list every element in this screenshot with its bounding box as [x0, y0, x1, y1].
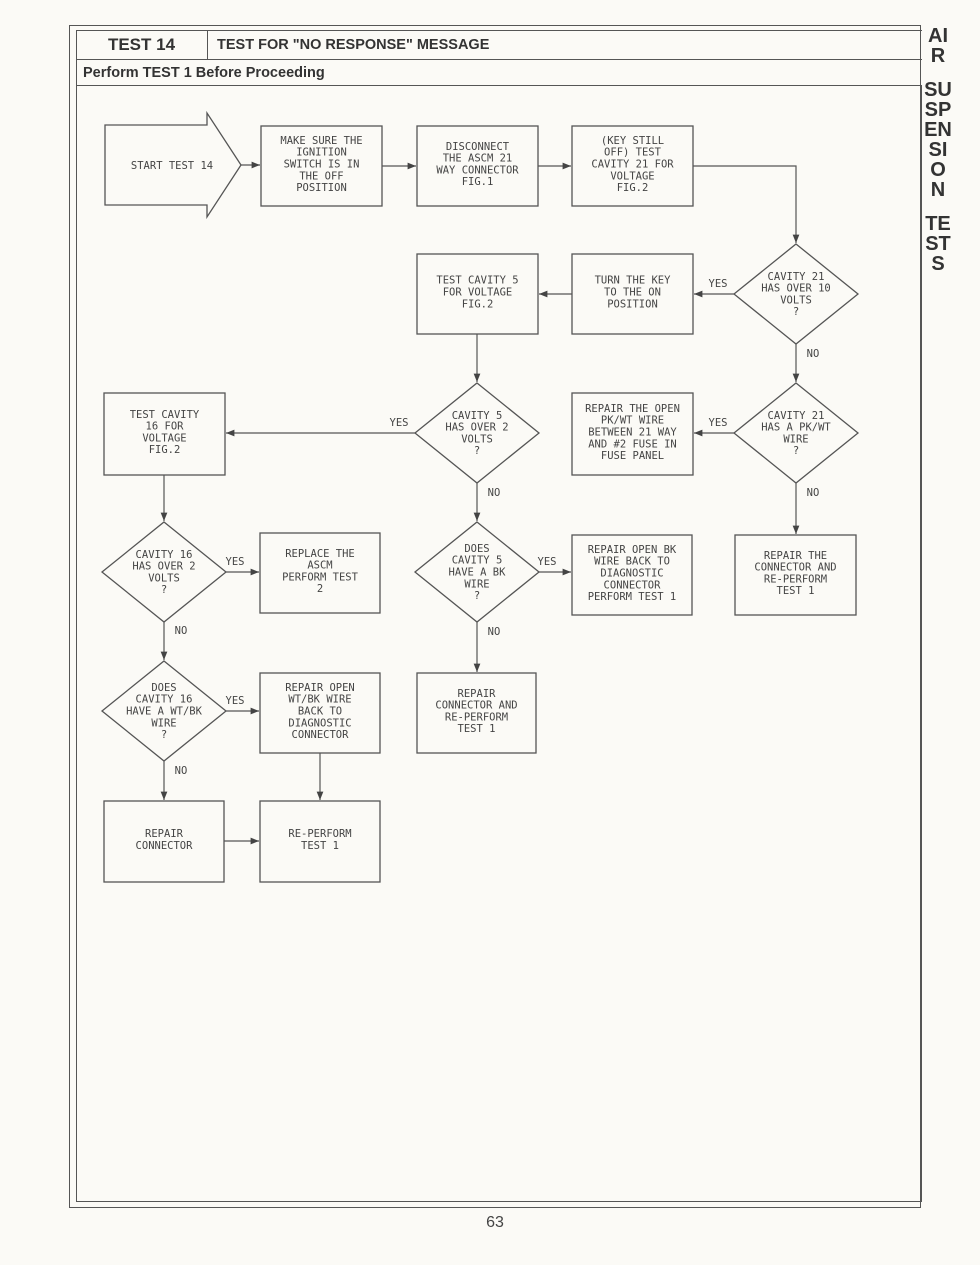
box-test-cav21-text: (KEY STILL OFF) TEST CAVITY 21 FOR VOLTAGE FIG.2: [591, 134, 674, 195]
decision-cav21-over10: [734, 244, 858, 344]
page-number: 63: [486, 1214, 504, 1231]
box-reperform-test1: [260, 801, 380, 882]
label-cav21-over10-no: NO: [806, 348, 820, 360]
label-cav16-wtbk-no: NO: [174, 765, 188, 777]
label-cav5-bk-yes: YES: [537, 556, 557, 568]
box-test-cav5: [417, 254, 538, 334]
box-replace-ascm-text: REPLACE THE ASCM PERFORM TEST 2: [282, 547, 358, 596]
box-repair-wtbk: [260, 673, 380, 753]
box-disconnect-text: DISCONNECT THE ASCM 21 WAY CONNECTOR FIG.1: [436, 140, 519, 189]
decision-cav5-over2-text: CAVITY 5 HAS OVER 2 VOLTS ?: [445, 409, 509, 458]
box-disconnect: [417, 126, 538, 206]
box-repair-conn-21: [735, 535, 856, 615]
prerequisite-note: Perform TEST 1 Before Proceeding: [83, 65, 325, 81]
box-test-cav16: [104, 393, 225, 475]
box-repair-conn-21-text: REPAIR THE CONNECTOR AND RE-PERFORM TEST 1: [754, 549, 837, 598]
label-cav21-pkwt-yes: YES: [708, 417, 728, 429]
decision-cav5-bk: [415, 522, 539, 622]
box-repair-connector-text: REPAIR CONNECTOR: [135, 828, 193, 852]
test-title: TEST FOR "NO RESPONSE" MESSAGE: [217, 37, 490, 53]
box-repair-connector: [104, 801, 224, 882]
box-turn-key-on-text: TURN THE KEY TO THE ON POSITION: [594, 274, 671, 311]
sidebar-word-suspension: SUSPENSION: [924, 79, 952, 201]
start-arrow: [105, 113, 241, 217]
box-reperform-test1-text: RE-PERFORM TEST 1: [288, 828, 352, 852]
box-repair-pkwt-text: REPAIR THE OPEN PK/WT WIRE BETWEEN 21 WAY AND #2 FUSE IN FUSE PANEL: [585, 402, 680, 463]
label-cav16-wtbk-yes: YES: [225, 695, 245, 707]
box-repair-bk: [572, 535, 692, 615]
box-repair-conn-5: [417, 673, 536, 753]
box-ignition-off: [261, 126, 382, 206]
box-test-cav5-text: TEST CAVITY 5 FOR VOLTAGE FIG.2: [436, 274, 519, 311]
box-repair-bk-text: REPAIR OPEN BK WIRE BACK TO DIAGNOSTIC CONNECTOR PERFORM TEST 1: [587, 543, 677, 604]
box-turn-key-on: [572, 254, 693, 334]
decision-cav16-over2: [102, 522, 226, 622]
decision-cav21-over10-text: CAVITY 21 HAS OVER 10 VOLTS ?: [761, 270, 831, 319]
decision-cav5-over2: [415, 383, 539, 483]
box-test-cav21: [572, 126, 693, 206]
box-test-cav16-text: TEST CAVITY 16 FOR VOLTAGE FIG.2: [129, 408, 200, 457]
label-cav5-bk-no: NO: [487, 626, 501, 638]
decision-cav21-pkwt: [734, 383, 858, 483]
arrow-test-cav21-to-decision: [693, 166, 796, 243]
box-ignition-off-text: MAKE SURE THE IGNITION SWITCH IS IN THE OFF POSITION: [280, 134, 363, 195]
sidebar-word-air: AIR: [928, 25, 948, 67]
box-replace-ascm: [260, 533, 380, 613]
label-cav21-over10-yes: YES: [708, 278, 728, 290]
label-cav16-over2-no: NO: [174, 625, 188, 637]
decision-cav16-wtbk-text: DOES CAVITY 16 HAVE A WT/BK WIRE ?: [126, 681, 202, 742]
decision-cav5-bk-text: DOES CAVITY 5 HAVE A BK WIRE ?: [448, 542, 506, 603]
box-repair-conn-5-text: REPAIR CONNECTOR AND RE-PERFORM TEST 1: [435, 687, 518, 736]
label-cav5-over2-no: NO: [487, 487, 501, 499]
label-cav5-over2-yes: YES: [389, 417, 409, 429]
sidebar-word-tests: TESTS: [925, 213, 951, 275]
decision-cav16-wtbk: [102, 661, 226, 761]
test-number: TEST 14: [76, 30, 208, 60]
label-cav21-pkwt-no: NO: [806, 487, 820, 499]
start-label: START TEST 14: [130, 160, 214, 172]
box-repair-pkwt: [572, 393, 693, 475]
decision-cav21-pkwt-text: CAVITY 21 HAS A PK/WT WIRE ?: [761, 409, 831, 458]
decision-cav16-over2-text: CAVITY 16 HAS OVER 2 VOLTS ?: [132, 548, 196, 597]
box-repair-wtbk-text: REPAIR OPEN WT/BK WIRE BACK TO DIAGNOSTIC CONNECTOR: [285, 681, 355, 742]
label-cav16-over2-yes: YES: [225, 556, 245, 568]
